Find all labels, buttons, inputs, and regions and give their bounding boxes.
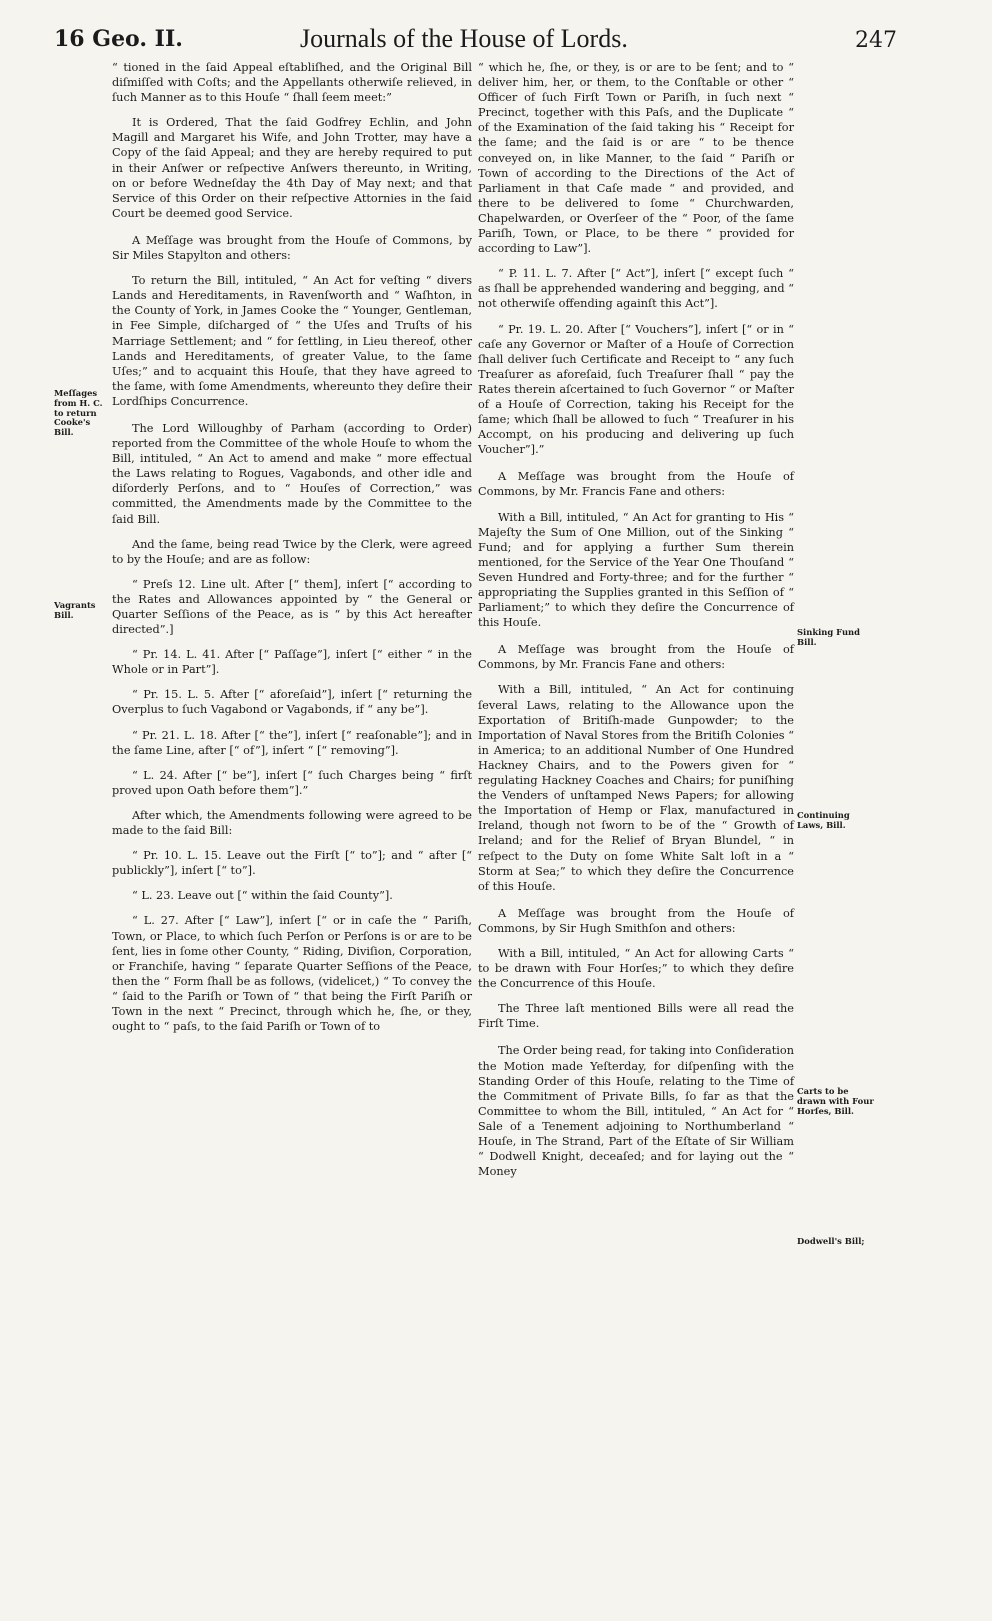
message-smithson: A Meſſage was brought from the Houſe of Commons, by Sir Hugh Smithſon and others: — [478, 906, 794, 935]
amendment-pr-10: “ Pr. 10. L. 15. Leave out the Firſt [“ to”]; and “ after [“ publickly”], inſert [“ to”]. — [112, 849, 472, 878]
amendment-pr-14: “ Pr. 14. L. 41. After [“ Paſſage”], inſert [“ either “ in the Whole or in Part”]. — [112, 648, 472, 677]
amendment-l-23: “ L. 23. Leave out [“ within the ſaid County”]. — [132, 889, 393, 903]
right-column — [478, 60, 794, 1189]
amendment-l-27: “ L. 27. After [“ Law”], inſert [“ or in caſe the “ Pariſh, Town, or Place, to which ſuch Perſon or Perſons is or are to be ſent, lies in ſome other County, “ Riding, Diviſion, Corporation, or Franchiſe, having “ ſeparate Quarter Seſſions of the Peace, then the “ Form ſhall be as follows, (videlicet,) “ To convey the “ ſaid to the Pariſh or Town of “ that being the Firſt Pariſh or Town in the next “ Precinct, through which he, ſhe, or they, ought to “ paſs, to the ſaid Pariſh or Town of to — [112, 914, 472, 1034]
further-amendments-intro: After which, the Amendments following were agreed to be made to the ſaid Bill: — [112, 808, 472, 838]
appeal-order: It is Ordered, That the ſaid Godfrey Echlin, and John Magill and Margaret his Wife, and John Trotter, may have a Copy of the ſaid Appeal; and they are hereby required to put in their Anſwer or reſpective Anſwers thereunto, in Writing, on or before Wedneſday the 4th Day of May next; and that Service of this Order on their reſpective Attornies in the ſaid Court be deemed good Service. — [112, 116, 472, 220]
amendment-l-24: “ L. 24. After [“ be”], inſert [“ ſuch Charges being “ firſt proved upon Oath before them”].” — [112, 768, 472, 797]
appeal-prayer-end: “ tioned in the ſaid Appeal eſtabliſhed, and the Original Bill diſmiſſed with Coſts; and the Appellants otherwiſe relieved, in ſuch Manner as to this Houſe “ ſhall ſeem meet:” — [112, 61, 472, 105]
amendment-p-11: “ P. 11. L. 7. After [“ Act”], inſert [“ except ſuch “ as ſhall be apprehended wandering and begging, and “ not otherwiſe offending againſt this Act”]. — [478, 267, 794, 311]
vagrants-agreed: And the ſame, being read Twice by the Clerk, were agreed to by the Houſe; and are as follow: — [112, 537, 472, 566]
page-number: 247 — [855, 28, 897, 53]
margin-note-vagrants: Vagrants Bill. — [54, 600, 96, 620]
margin-note-continuing-laws: Continuing Laws, Bill. — [797, 810, 850, 830]
amendment-pr-15: “ Pr. 15. L. 5. After [“ aforeſaid”], inſert [“ returning the Overplus to ſuch Vagabond or Vagabonds, if “ any be”]. — [112, 688, 472, 717]
return-cooke-bill: To return the Bill, intituled, “ An Act for veſting “ divers Lands and Hereditaments, in Ravenſworth and “ Waſhton, in the County of York, in James Cooke the “ Younger, Gentleman, in Fee Simple, diſcharged of “ the Uſes and Truſts of his Marriage Settlement; and “ for ſettling, in Lieu thereof, other Lands and Hereditaments, of greater Value, to the ſame Uſes;” and to acquaint this Houſe, that they have agreed to the ſame, with ſome Amendments, whereunto they deſire their Lordſhips Concurrence. — [112, 274, 472, 408]
margin-note-sinking-fund: Sinking Fund Bill. — [797, 627, 860, 647]
amendment-pr-21: “ Pr. 21. L. 18. After [“ the”], inſert [“ reaſonable”]; and in the ſame Line, after [“ of”], inſert “ [“ removing”]. — [112, 728, 472, 757]
vagrants-report: The Lord Willoughby of Parham (according to Order) reported from the Committee of the whole Houſe to whom the Bill, intituled, “ An Act to amend and make “ more effectual the Laws relating to Rogues, Vagabonds, and other idle and diſorderly Perſons, and to “ Houſes of Correction,” was committed, the Amendments made by the Committee to the ſaid Bill. — [112, 421, 472, 526]
continuing-laws-bill: With a Bill, intituled, “ An Act for continuing ſeveral Laws, relating to the Allowance upon the Exportation of Britiſh-made Gunpowder; to the Importation of Naval Stores from the Britiſh Colonies “ in America; to an additional Number of One Hundred Hackney Chairs, and to the Powers given for “ regulating Hackney Coaches and Chairs; for puniſhing the Venders of unſtamped News Papers; for allowing the Importation of Hemp or Flax, manufactured in Ireland, though not ſworn to be of the “ Growth of Ireland; and for the Relief of Bryan Blundel, “ in reſpect to the Duty on ſome White Salt loſt in a “ Storm at Sea;” to which they deſire the Concurrence of this Houſe. — [478, 683, 794, 893]
amendment-pr-19: “ Pr. 19. L. 20. After [“ Vouchers”], inſert [“ or in “ caſe any Governor or Maſter of a Houſe of Correction ſhall deliver ſuch Certificate and Receipt to “ any ſuch Treaſurer as aforeſaid, ſuch Treaſurer ſhall “ pay the Rates therein aſcertained to ſuch Governor “ or Maſter of a Houſe of Correction, taking his Receipt for the ſame; which ſhall be allowed to ſuch “ Treaſurer in his Accompt, on his producing and delivering up ſuch Voucher”].” — [478, 322, 794, 457]
dodwell-order: The Order being read, for taking into Conſideration the Motion made Yeſterday, for diſpenſing with the Standing Order of this Houſe, relating to the Time of the Commitment of Private Bills, ſo far as that the Committee to whom the Bill, intituled, “ An Act for “ Sale of a Tenement adjoining to Northumberland “ Houſe, in The Strand, Part of the Eſtate of Sir William “ Dodwell Knight, deceaſed; and for laying out the “ Money — [478, 1044, 794, 1179]
bills-first-reading: The Three laſt mentioned Bills were all read the Firſt Time. — [478, 1002, 794, 1031]
sinking-fund-bill: With a Bill, intituled, “ An Act for granting to His “ Majeſty the Sum of One Million, out of the Sinking “ Fund; and for applying a further Sum therein mentioned, for the Service of the Year One Thouſand “ Seven Hundred and Forty-three; and for the further “ appropriating the Supplies granted in this Seſſion of “ Parliament;” to which they deſire the Concurrence of this Houſe. — [478, 510, 794, 630]
message-fane-2: A Meſſage was brought from the Houſe of Commons, by Mr. Francis Fane and others: — [478, 643, 794, 672]
left-column — [112, 60, 472, 1044]
carts-bill: With a Bill, intituled, “ An Act for allowing Carts “ to be drawn with Four Horſes;” to which they deſire the Concurrence of this Houſe. — [478, 946, 794, 991]
margin-note-dodwell: Dodwell's Bill; — [797, 1236, 865, 1246]
amendment-press-12: “ Preſs 12. Line ult. After [“ them], inſert [“ according to the Rates and Allowances appointed by “ the General or Quarter Seſſions of the Peace, as is “ by this Act hereafter directed”.] — [112, 577, 472, 637]
journal-title: Journals of the House of Lords. — [300, 24, 628, 53]
margin-note-carts: Carts to be drawn with Four Horſes, Bill. — [797, 1086, 874, 1116]
message-stapylton: A Meſſage was brought from the Houſe of Commons, by Sir Miles Stapylton and others: — [112, 233, 472, 263]
amendment-l-27-continued: “ which he, ſhe, or they, is or are to be ſent; and to “ deliver him, her, or them, to the Conſtable or other “ Officer of ſuch Firſt Town or Pariſh, in ſuch next “ Precinct, together with this Paſs, and the Duplicate “ of the Examination of the ſaid taking his “ Receipt for the ſame; and the ſaid is or are “ to be thence conveyed on, in like Manner, to the ſaid “ Pariſh or Town of according to the Directions of the Act of Parliament in that Caſe made “ and provided, and there to be delivered to ſome “ Churchwarden, Chapelwarden, or Overſeer of the “ Poor, of the ſame Pariſh, Town, or Place, to be there “ provided for according to Law”]. — [478, 61, 794, 256]
margin-note-messages-cooke: Meſſages from H. C. to return Cooke's Bill. — [54, 388, 103, 438]
page-header — [0, 20, 992, 60]
message-fane-1: A Meſſage was brought from the Houſe of Commons, by Mr. Francis Fane and others: — [478, 470, 794, 499]
regnal-year: 16 Geo. II. — [54, 26, 183, 52]
